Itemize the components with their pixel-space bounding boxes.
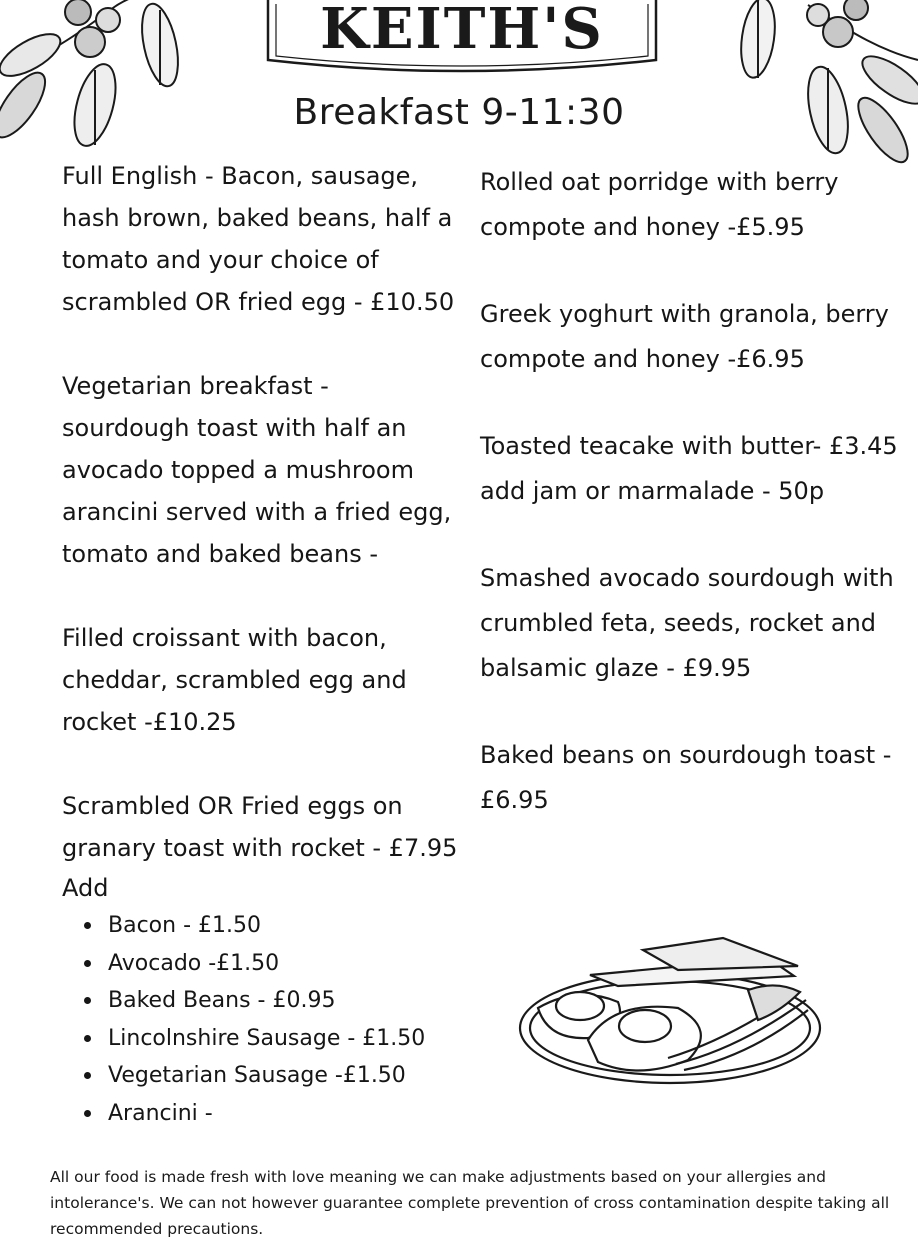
menu-item-porridge	[480, 160, 900, 250]
menu-item-text: Baked beans on sourdough toast - £6.95	[480, 741, 892, 814]
add-on-item: Bacon - £1.50	[84, 907, 462, 945]
menu-item-text: Vegetarian breakfast - sourdough toast with half an avocado topped a mushroom arancini served with a fried egg, tomato and baked beans -	[62, 372, 452, 568]
add-on-item: Avocado -£1.50	[84, 945, 462, 983]
add-on-item: Vegetarian Sausage -£1.50	[84, 1057, 462, 1095]
menu-item-text: Toasted teacake with butter- £3.45	[480, 432, 898, 460]
menu-item-vegetarian-breakfast	[62, 365, 462, 575]
menu-item-text: Filled croissant with bacon, cheddar, scrambled egg and rocket -£10.25	[62, 624, 407, 736]
menu-item-text: Full English - Bacon, sausage, hash brown, baked beans, half a tomato and your choice of scrambled OR fried egg - £10.50	[62, 162, 455, 316]
menu-item-smashed-avocado	[480, 556, 900, 691]
menu-item-baked-beans	[480, 733, 900, 823]
menu-item-greek-yoghurt	[480, 292, 900, 382]
add-ons-label: Add	[62, 874, 109, 902]
brand-banner	[262, 0, 662, 80]
add-on-item: Baked Beans - £0.95	[84, 982, 462, 1020]
add-on-item: Arancini -	[84, 1095, 462, 1133]
add-on-item: Lincolnshire Sausage - £1.50	[84, 1020, 462, 1058]
leaf-decoration-left	[0, 0, 260, 160]
right-menu-column	[480, 160, 900, 823]
menu-item-full-english	[62, 155, 462, 323]
left-menu-column	[62, 155, 462, 1132]
menu-item-text: Smashed avocado sourdough with crumbled feta, seeds, rocket and balsamic glaze - £9.95	[480, 564, 894, 682]
menu-item-text: Scrambled OR Fried eggs on granary toast with rocket - £7.95	[62, 792, 458, 862]
menu-item-teacake	[480, 424, 900, 514]
leaf-decoration-right	[658, 0, 918, 160]
menu-item-text: Greek yoghurt with granola, berry compote and honey -£6.95	[480, 300, 889, 373]
allergy-note: All our food is made fresh with love meaning we can make adjustments based on your allergies and intolerance's. We can not however guarantee complete prevention of cross contamination despite taking all recommended precautions.	[50, 1168, 890, 1238]
brand-name: KEITH'S	[320, 0, 604, 62]
breakfast-plate-icon	[518, 930, 830, 1090]
add-ons-list	[84, 907, 462, 1132]
menu-item-eggs-on-toast	[62, 785, 462, 869]
menu-heading: Breakfast 9-11:30	[293, 92, 625, 133]
menu-item-text: Rolled oat porridge with berry compote and honey -£5.95	[480, 168, 839, 241]
menu-item-filled-croissant	[62, 617, 462, 743]
menu-item-extra: add jam or marmalade - 50p	[480, 477, 825, 505]
